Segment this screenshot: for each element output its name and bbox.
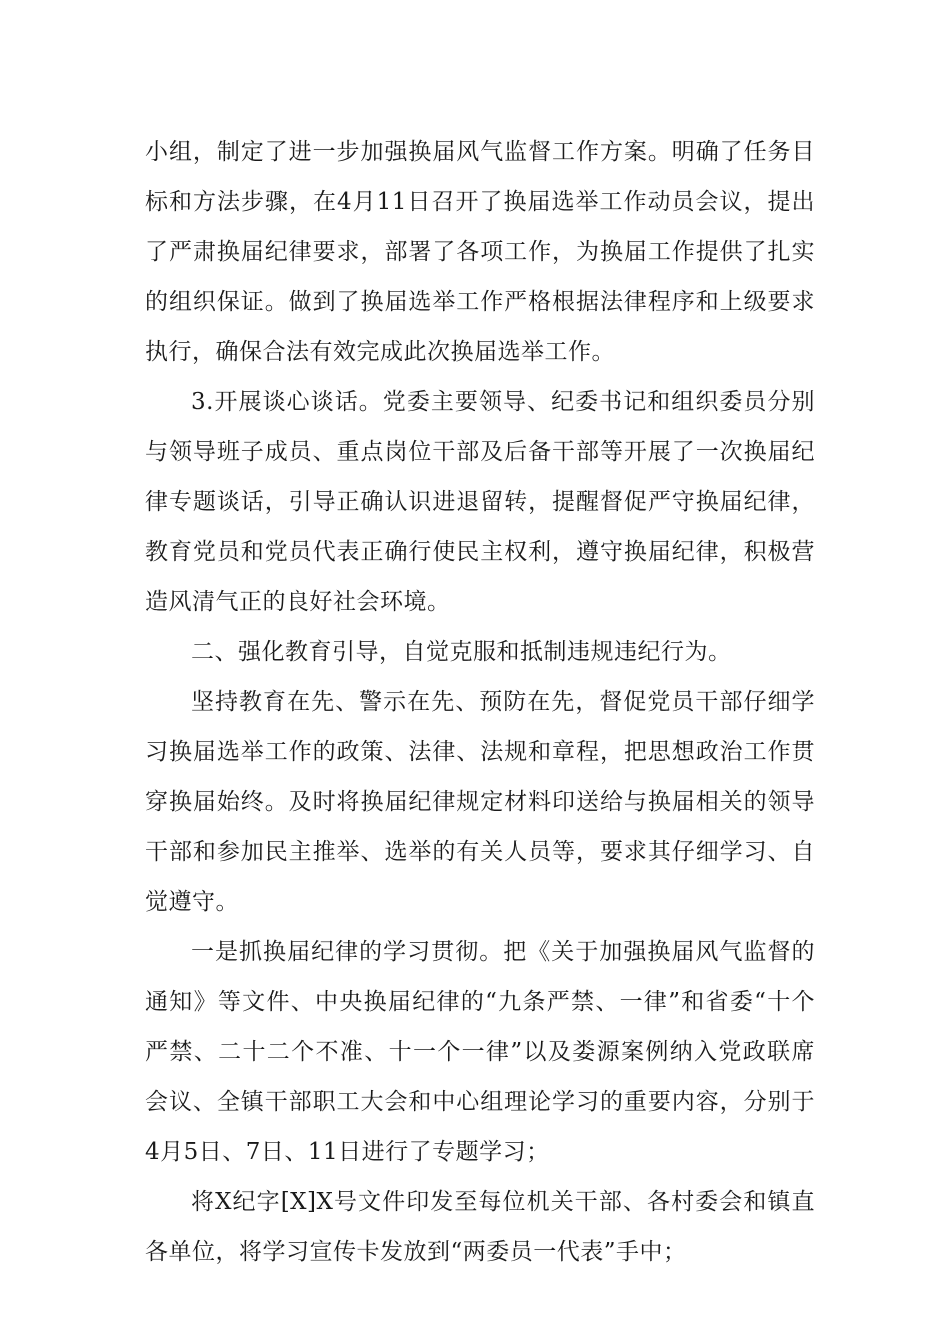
document-body [145,127,815,1277]
paragraph-heart-to-heart-talks: 3.开展谈心谈话。党委主要领导、纪委书记和组织委员分别与领导班子成员、重点岗位干部及后备干部等开展了一次换届纪律专题谈话，引导正确认识进退留转，提醒督促严守换届纪律，教育党员和党员代表正确行使民主权利，遵守换届纪律，积极营造风清气正的良好社会环境。 [145,389,815,615]
paragraph-document-distribution: 将X纪字[X]X号文件印发至每位机关干部、各村委会和镇直各单位，将学习宣传卡发放到“两委员一代表”手中； [145,1189,815,1265]
paragraph-study-discipline: 一是抓换届纪律的学习贯彻。把《关于加强换届风气监督的通知》等文件、中央换届纪律的“九条严禁、一律”和省委“十个严禁、二十二个不准、十一个一律”以及娄源案例纳入党政联席会议、全镇干部职工大会和中心组理论学习的重要内容，分别于4月5日、7日、11日进行了专题学习； [145,939,815,1165]
section-heading-education-guidance: 二、强化教育引导，自觉克服和抵制违规违纪行为。 [191,639,732,665]
paragraph-continuation: 小组，制定了进一步加强换届风气监督工作方案。明确了任务目标和方法步骤，在4月11日召开了换届选举工作动员会议，提出了严肃换届纪律要求，部署了各项工作，为换届工作提供了扎实的组织保证。做到了换届选举工作严格根据法律程序和上级要求执行，确保合法有效完成此次换届选举工作。 [145,139,815,365]
paragraph-education-first: 坚持教育在先、警示在先、预防在先，督促党员干部仔细学习换届选举工作的政策、法律、法规和章程，把思想政治工作贯穿换届始终。及时将换届纪律规定材料印送给与换届相关的领导干部和参加民主推举、选举的有关人员等，要求其仔细学习、自觉遵守。 [145,689,815,915]
